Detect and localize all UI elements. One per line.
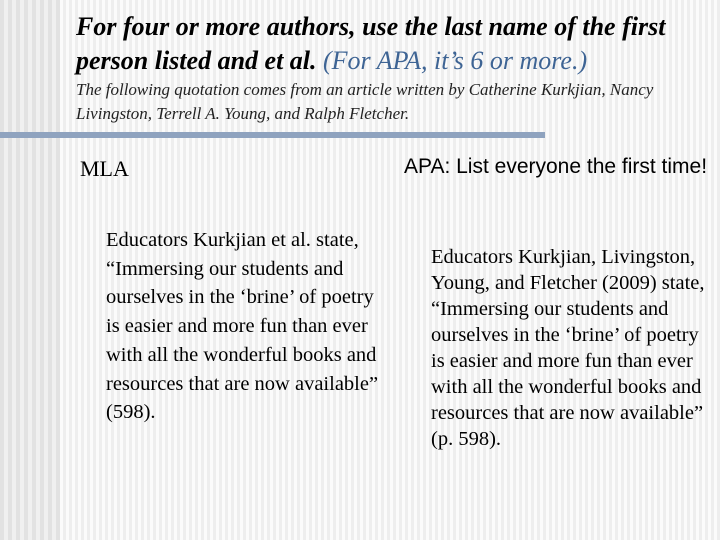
subtitle: The following quotation comes from an article written by Catherine Kurkjian, Nancy Livingston, Terrell A. Young, and Ralph Fletcher. — [76, 80, 654, 123]
title-divider — [0, 132, 545, 138]
title-text: For four or more authors, use the last name of the first person listed and et al. — [76, 12, 666, 75]
apa-quote: Educators Kurkjian, Livingston, Young, and Fletcher (2009) state, “Immersing our students and ourselves in the ‘brine’ of poetry is easier and more fun than ever with all the wonderful books and resources that are now available” (p. 598). — [431, 246, 705, 450]
mla-heading: MLA — [80, 156, 129, 181]
mla-quote: Educators Kurkjian et al. state, “Immersing our students and ourselves in the ‘brine’ of poetry is easier and more fun than ever with all the wonderful books and resources that are now available” (598). — [106, 229, 379, 424]
decorative-stripe-band — [0, 0, 60, 540]
apa-note: (For APA, it’s 6 or more.) — [323, 46, 588, 75]
apa-heading: APA: List everyone the first time! — [404, 155, 708, 178]
slide-title — [76, 10, 716, 78]
